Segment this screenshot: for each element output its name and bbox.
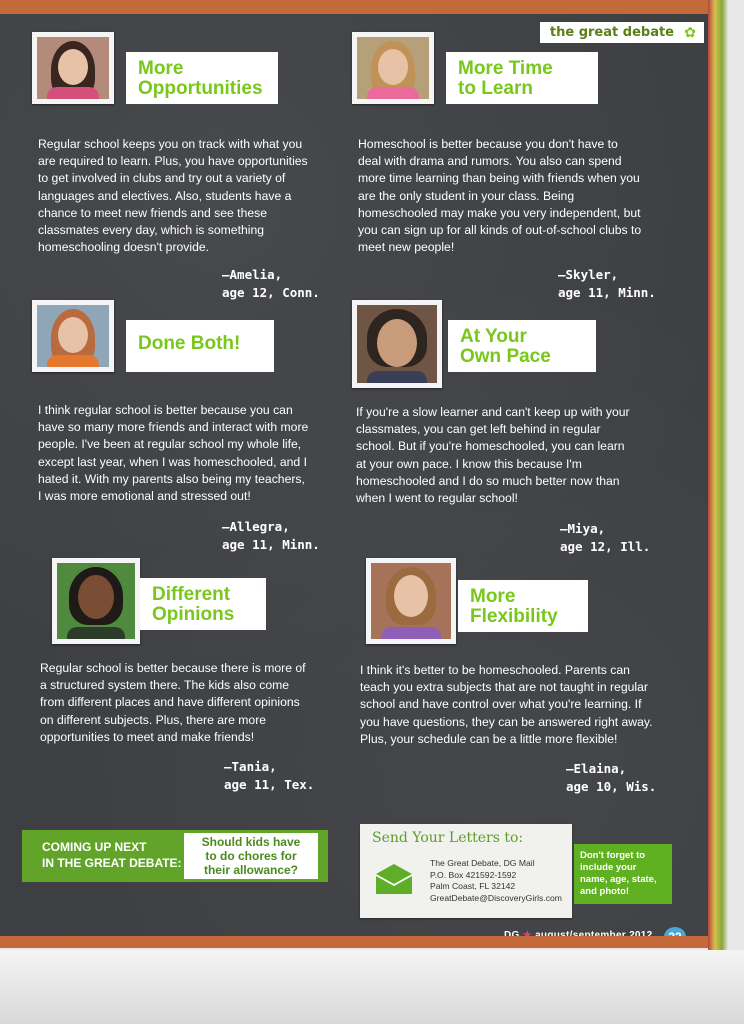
page-edge (708, 0, 728, 950)
card-body: Homeschool is better because you don't have to deal with drama and rumors. You also can spend more time learning than being with friends when you are the only student in your class. Being homeschooled may make you very independent, but you can sign up for all kinds of out-of-school clubs to meet new people! (358, 137, 642, 255)
coming-up-question (184, 833, 318, 879)
question-line2: to do chores for (205, 849, 297, 863)
card-body: Regular school is better because there is more of a structured system there. The kids also come from different places and have different opinions on different subjects. Plus, there are more opportunities to meet and make friends! (40, 661, 306, 744)
card-title-line1: More (470, 586, 516, 607)
signature-name: —Amelia, (222, 267, 283, 282)
coming-up-line1: COMING UP NEXT (42, 840, 147, 854)
card-title (126, 52, 278, 104)
avatar (52, 558, 140, 644)
signature-name: —Miya, (560, 521, 606, 536)
signature-name: —Skyler, (558, 267, 619, 282)
signature-name: —Elaina, (566, 761, 627, 776)
signature-age: age 10, Wis. (566, 779, 657, 794)
signature-name: —Tania, (224, 759, 277, 774)
signature-age: age 12, Ill. (560, 539, 651, 554)
coming-up-label (42, 839, 182, 871)
bottom-band (0, 936, 716, 948)
avatar (32, 32, 114, 104)
card-title-line2: Flexibility (470, 606, 558, 627)
card-body: I think regular school is better because you can have so many more friends and interact with more people. I've been at regular school my whole life, except last year, when I was homeschooled, and I hated it. With my parents also being my teachers, I was more emotional and stressed out! (38, 403, 309, 504)
avatar (32, 300, 114, 372)
card-signature (566, 760, 656, 796)
signature-age: age 11, Minn. (222, 537, 320, 552)
butterfly-icon: ✿ (684, 25, 696, 41)
reminder-line3: name, age, state, (580, 874, 657, 885)
card-signature (222, 266, 320, 302)
send-letters-heading: Send Your Letters to: (372, 830, 524, 846)
signature-age: age 11, Tex. (224, 777, 315, 792)
reminder-line1: Don't forget to (580, 850, 646, 861)
reminder-line4: and photo! (580, 886, 630, 897)
signature-age: age 11, Minn. (558, 285, 656, 300)
card-title (448, 320, 596, 372)
card-signature (558, 266, 656, 302)
card-title-line1: More Time (458, 58, 553, 79)
scan-background (0, 950, 744, 1024)
card-body: Regular school keeps you on track with what you are required to learn. Plus, you have opportunities to get involved in clubs and try out a variety of languages and electives. Also, students have a chance to meet new friends and see these classmates every day, which is something homeschooling doesn't provide. (38, 137, 308, 255)
card-signature (560, 520, 650, 556)
section-tag (540, 22, 704, 43)
card-title (126, 320, 274, 372)
card-title (140, 578, 266, 630)
coming-up-line2: IN THE GREAT DEBATE: (42, 856, 182, 870)
avatar (352, 300, 442, 388)
send-letters-box (360, 824, 572, 918)
card-title (458, 580, 588, 632)
question-line1: Should kids have (201, 835, 301, 849)
card-title-line1: At Your (460, 326, 527, 347)
card-title-line1: Done Both! (138, 333, 241, 354)
address-line3: Palm Coast, FL 32142 (430, 881, 516, 891)
card-body: If you're a slow learner and can't keep up with your classmates, you can get left behind in regular school. But if you're homeschooled, you can learn at your own pace. I know this because I'm homeschooled and I do so much better now than when I went to regular school! (356, 405, 630, 506)
card-title-line1: Different (152, 584, 231, 605)
address-line2: P.O. Box 421592-1592 (430, 869, 517, 880)
address-line1: The Great Debate, DG Mail (430, 858, 535, 868)
reminder-line2: include your (580, 862, 637, 873)
card-title-line2: Own Pace (460, 346, 551, 367)
card-signature (222, 518, 320, 554)
section-tag-label: the great debate (549, 25, 674, 40)
signature-name: —Allegra, (222, 519, 290, 534)
card-title (446, 52, 598, 104)
card-body: I think it's better to be homeschooled. Parents can teach you extra subjects that are not taught in regular school and have control over what you're learning. If you have questions, they can be answered right away. Plus, your schedule can be a little more flexible! (360, 663, 653, 746)
avatar (352, 32, 434, 104)
card-title-line2: to Learn (458, 78, 533, 99)
signature-age: age 12, Conn. (222, 285, 320, 300)
card-signature (224, 758, 314, 794)
card-title-line2: Opportunities (138, 78, 263, 99)
card-title-line2: Opinions (152, 604, 235, 625)
coming-up-banner (22, 830, 328, 882)
envelope-icon (376, 864, 412, 894)
mailing-address (430, 858, 562, 904)
card-title-line1: More (138, 58, 184, 79)
question-line3: their allowance? (203, 863, 299, 877)
avatar (366, 558, 456, 644)
email-address[interactable]: GreatDebate@DiscoveryGirls.com (430, 892, 562, 903)
reminder-box (574, 844, 672, 904)
